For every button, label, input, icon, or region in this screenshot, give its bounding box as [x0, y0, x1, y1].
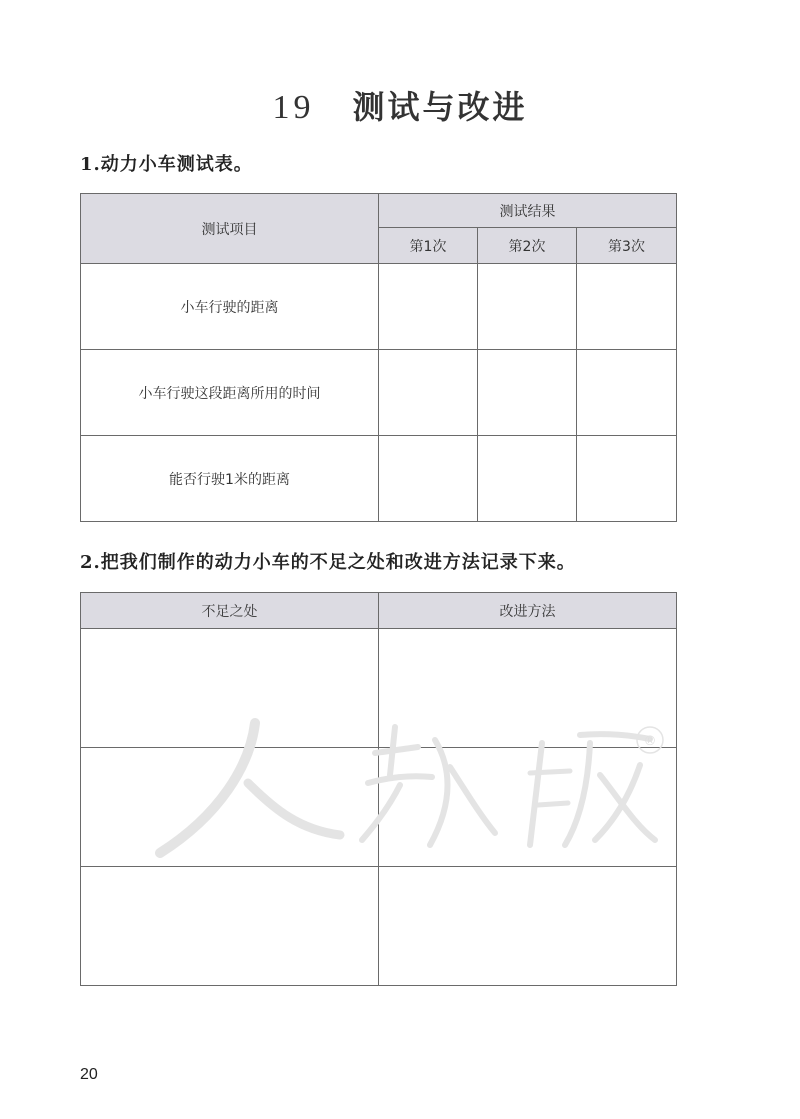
page-number: 20 [80, 1066, 98, 1083]
lesson-title-text: 测试与改进 [352, 88, 528, 126]
improvement-table [80, 592, 677, 986]
result-cell[interactable] [379, 436, 478, 522]
result-cell[interactable] [478, 350, 577, 436]
result-cell[interactable] [577, 436, 677, 522]
table-row [81, 264, 677, 350]
test-results-table [80, 193, 677, 522]
section-2-heading: 2.把我们制作的动力小车的不足之处和改进方法记录下来。 [80, 552, 576, 573]
section-1-heading: 1.动力小车测试表。 [80, 154, 253, 175]
header-trial-3: 第3次 [577, 228, 677, 264]
lesson-title [0, 82, 800, 128]
table-row [81, 436, 677, 522]
row-label-time: 小车行驶这段距离所用的时间 [81, 350, 379, 436]
improvement-cell[interactable] [379, 748, 677, 867]
improvement-cell[interactable] [379, 629, 677, 748]
improvement-cell[interactable] [379, 867, 677, 986]
result-cell[interactable] [478, 264, 577, 350]
shortcoming-cell[interactable] [81, 867, 379, 986]
header-test-item: 测试项目 [81, 194, 379, 264]
header-trial-1: 第1次 [379, 228, 478, 264]
table-row [81, 629, 677, 748]
header-improvements: 改进方法 [379, 593, 677, 629]
registered-mark: ® [643, 734, 657, 749]
shortcoming-cell[interactable] [81, 629, 379, 748]
result-cell[interactable] [379, 264, 478, 350]
table-row [81, 867, 677, 986]
header-shortcomings: 不足之处 [81, 593, 379, 629]
lesson-number: 19 [272, 89, 315, 126]
header-trial-2: 第2次 [478, 228, 577, 264]
result-cell[interactable] [577, 264, 677, 350]
shortcoming-cell[interactable] [81, 748, 379, 867]
table-row [81, 748, 677, 867]
result-cell[interactable] [577, 350, 677, 436]
header-test-results: 测试结果 [379, 194, 677, 228]
result-cell[interactable] [379, 350, 478, 436]
result-cell[interactable] [478, 436, 577, 522]
row-label-one-meter: 能否行驶1米的距离 [81, 436, 379, 522]
table-row [81, 350, 677, 436]
row-label-distance: 小车行驶的距离 [81, 264, 379, 350]
